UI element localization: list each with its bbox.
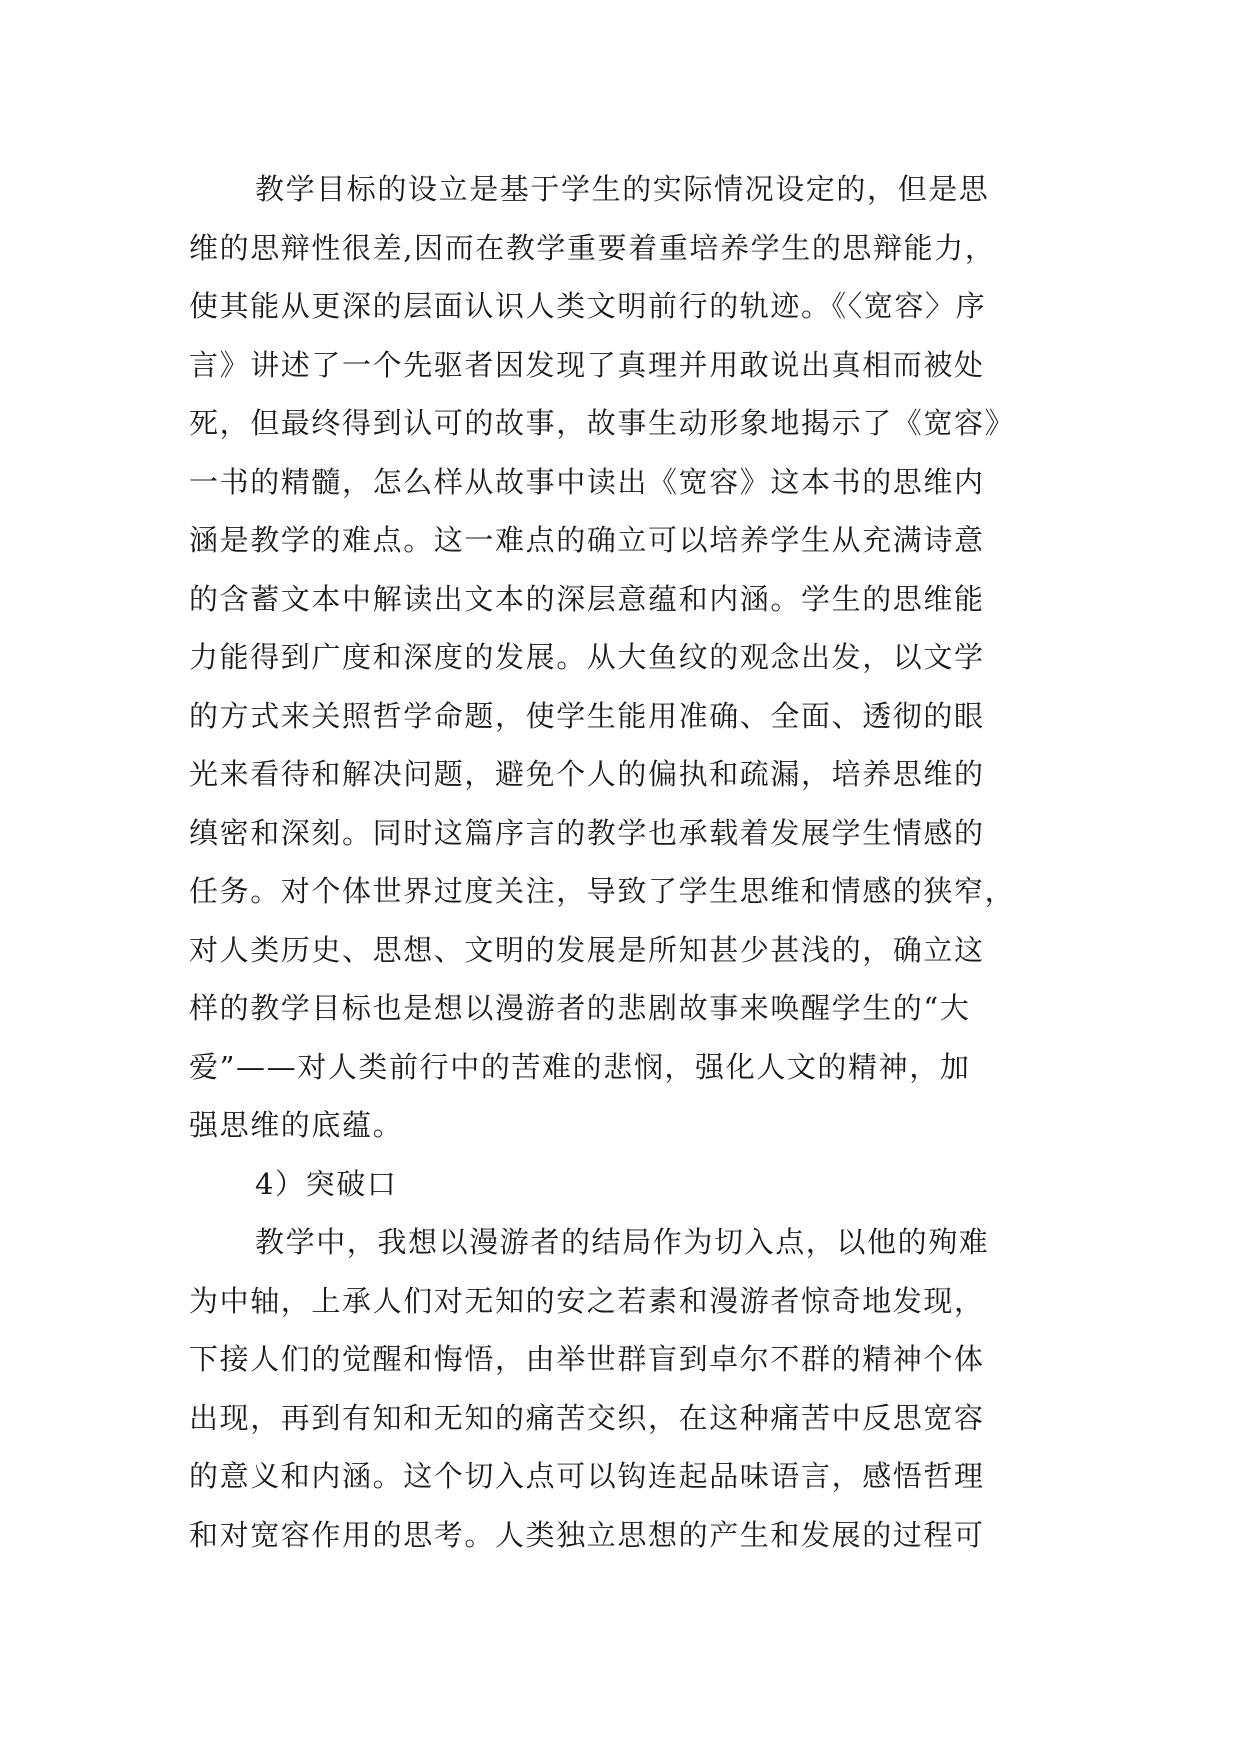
paragraph-line: 下接人们的觉醒和悔悟，由举世群盲到卓尔不群的精神个体 [189, 1342, 985, 1376]
paragraph-line: 强思维的底蕴。 [189, 1108, 404, 1142]
paragraph-line: 对人类历史、思想、文明的发展是所知甚少甚浅的，确立这 [189, 932, 985, 967]
paragraph-line: 使其能从更深的层面认识人类文明前行的轨迹。《〈宽容〉序 [189, 289, 987, 323]
paragraph-line: 教学目标的设立是基于学生的实际情况设定的，但是思 [255, 172, 990, 206]
paragraph-line: 爱”——对人类前行中的苦难的悲悯，强化人文的精神，加 [189, 1049, 971, 1084]
paragraph-line: 为中轴，上承人们对无知的安之若素和漫游者惊奇地发现， [189, 1283, 985, 1318]
paragraph-line: 光来看待和解决问题，避免个人的偏执和疏漏，培养思维的 [189, 757, 985, 791]
paragraph-line: 样的教学目标也是想以漫游者的悲剧故事来唤醒学生的“大 [189, 991, 971, 1025]
paragraph-line: 教学中，我想以漫游者的结局作为切入点，以他的殉难 [255, 1225, 990, 1259]
paragraph-line: 的意义和内涵。这个切入点可以钩连起品味语言，感悟哲理 [189, 1459, 985, 1493]
paragraph-line: 的含蓄文本中解读出文本的深层意蕴和内涵。学生的思维能 [189, 581, 985, 616]
section-heading: 4）突破口 [255, 1166, 398, 1201]
paragraph-line: 和对宽容作用的思考。人类独立思想的产生和发展的过程可 [189, 1517, 985, 1552]
paragraph-line: 言》讲述了一个先驱者因发现了真理并用敢说出真相而被处 [189, 347, 985, 382]
paragraph-line: 的方式来关照哲学命题，使学生能用准确、全面、透彻的眼 [189, 698, 985, 733]
paragraph-line: 力能得到广度和深度的发展。从大鱼纹的观念出发，以文学 [189, 640, 985, 674]
paragraph-line: 缜密和深刻。同时这篇序言的教学也承载着发展学生情感的 [189, 815, 985, 850]
paragraph-line: 维的思辩性很差,因而在教学重要着重培养学生的思辩能力， [189, 230, 996, 265]
paragraph-line: 出现，再到有知和无知的痛苦交织，在这种痛苦中反思宽容 [189, 1400, 985, 1435]
paragraph-line: 涵是教学的难点。这一难点的确立可以培养学生从充满诗意 [189, 523, 985, 557]
paragraph-line: 任务。对个体世界过度关注，导致了学生思维和情感的狭窄， [189, 874, 1016, 908]
body-text [189, 160, 1049, 1564]
paragraph-line: 一书的精髓，怎么样从故事中读出《宽容》这本书的思维内 [189, 464, 985, 499]
paragraph-line: 死，但最终得到认可的故事，故事生动形象地揭示了《宽容》 [189, 406, 1016, 440]
